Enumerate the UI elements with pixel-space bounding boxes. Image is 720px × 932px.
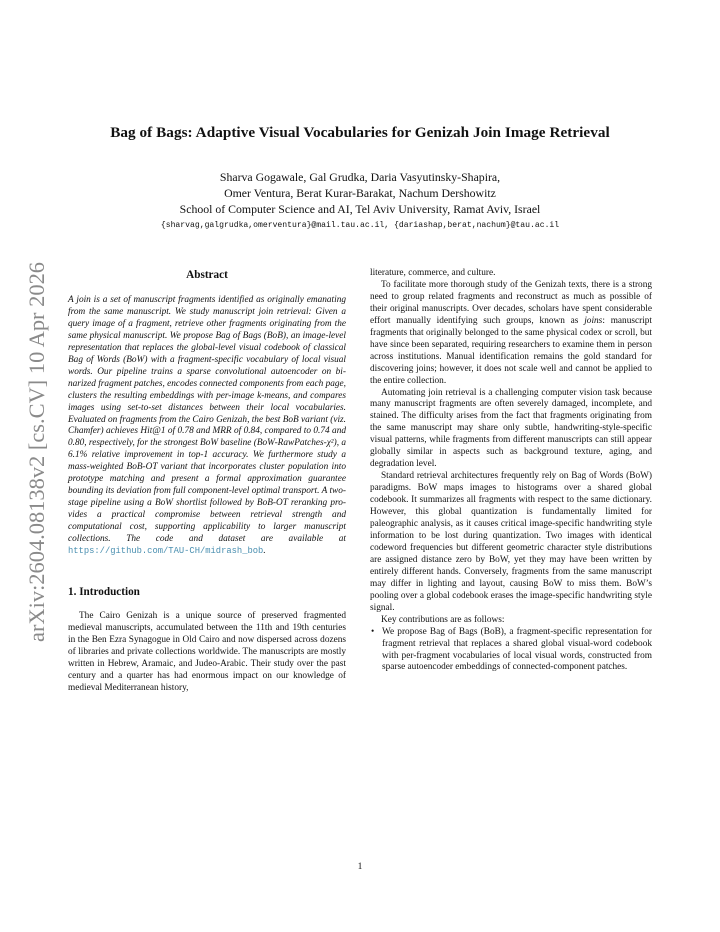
intro-paragraph-4: Standard retrieval architectures frequently rely on Bag of Words (BoW) paradigms. BoW maps images to histograms over a shared global codebook. It summarizes all fragments with respect to the same dictionary. However, this global quantization is fundamentally limited for paleographic analysis, as it causes critical image-specific handwriting style information to be lost during quantization. Two images with identical codeword frequencies but different geometric character style distributions are assigned distance zero by BoW, yet they may have been written by entirely different hands. Conversely, fragments from the same manuscript may differ in lighting and layout, causing BoW to miss them. BoW’s pooling over a global codebook erases the image-specific handwriting style signal. <box>370 471 652 613</box>
authors-line-2: Omer Ventura, Berat Kurar-Barakat, Nachum Dershowitz <box>224 186 496 200</box>
arxiv-identifier-text: arXiv:2604.08138v2 [cs.CV] 10 Apr 2026 <box>24 269 49 642</box>
contribution-item <box>370 627 652 675</box>
author-block <box>0 169 720 235</box>
abstract-text <box>68 295 346 558</box>
intro-paragraph-3: Automating join retrieval is a challenging computer vision task because many manuscript fragments are often severely damaged, incomplete, and stained. The difficulty arises from the fact that fragments originating from the same manuscript may share only subtle, handwriting-style-specific visual patterns, while fragments from different manuscripts can still appear globally similar in aspects such as background texture, aging, and degradation level. <box>370 387 652 470</box>
contributions-intro: Key contributions are as follows: <box>381 614 505 625</box>
abstract-heading: Abstract <box>186 269 228 281</box>
affiliation: School of Computer Science and AI, Tel Aviv University, Ramat Aviv, Israel <box>179 202 541 216</box>
code-repository-link[interactable]: https://github.com/TAU-CH/midrash_bob <box>68 546 264 557</box>
right-column <box>370 268 652 674</box>
intro-paragraph-2 <box>370 280 652 388</box>
abstract-body: A join is a set of manuscript fragments identified as originally emanating from the same manuscript. We study manuscript join retrieval: Given a query image of a fragment, retrieve other fragments originating from the same physical manuscript. We propose Bag of Bags (BoB), an image-level representation that replaces the global-level visual codebook of classical Bag of Words (BoW) with a fragment-specific vocabulary of local visual words. Our pipeline trains a sparse convolutional autoencoder on binarized fragment patches, encodes connected components from each page, clusters the resulting embeddings with per-image k-means, and compares images using set-to-set distances between their local vocabularies. Evaluated on fragments from the Cairo Genizah, the best BoB variant (viz. Chamfer) achieves Hit@1 of 0.78 and MRR of 0.84, compared to 0.74 and 0.80, respectively, for the strongest BoW baseline (BoW-RawPatches-χ²), a 6.1% relative improvement in top-1 accuracy. We furthermore study a mass-weighted BoB-OT variant that incorporates cluster population into prototype matching and present a formal approximation guarantee bounding its deviation from full component-level optimal transport. A two-stage pipeline using a BoW shortlist followed by BoB-OT reranking provides a practical compromise between retrieval strength and computational cost, supporting applicability to larger manuscript collections. The code and dataset are available at <box>68 295 346 545</box>
authors-line-1: Sharva Gogawale, Gal Grudka, Daria Vasyutinsky-Shapira, <box>219 170 501 184</box>
intro-paragraph-2-end: : manuscript fragments that originally belonged to the same physical codex or scroll, but have since been separated, requiring researchers to examine them in person across institutions. Manual identification remains the gold standard for discovering joins; however, it does not scale well and cannot be applied to the entire collection. <box>370 315 653 386</box>
introduction-heading: 1. Introduction <box>68 585 140 598</box>
intro-paragraph-2-start: To facilitate more thorough study of the Genizah texts, there is a strong need to group related fragments and reconstruct as much as possible of their original manuscripts. Over decades, scholars have spent considerable effort manually identifying such groups, known as <box>370 279 652 326</box>
joins-term: joins <box>584 315 603 326</box>
abstract-end: . <box>263 546 266 557</box>
contribution-text: We propose Bag of Bags (BoB), a fragment-specific representation for fragment retrieval that replaces a shared global visual-word codebook with per-fragment vocabularies of local visual words, constructed from sparse autoencoder embeddings of connected-component patches. <box>382 626 652 673</box>
paper-title: Bag of Bags: Adaptive Visual Vocabularies for Genizah Join Image Retrieval <box>110 124 610 141</box>
author-emails: {sharvag,galgrudka,omerventura}@mail.tau.ac.il, {dariashap,berat,nachum}@tau.ac.il <box>160 221 560 230</box>
left-column <box>68 268 346 695</box>
contributions-list <box>370 627 652 675</box>
page-number: 1 <box>357 862 363 872</box>
intro-paragraph-1: The Cairo Genizah is a unique source of preserved fragmented medieval manuscripts, accumulated between the 11th and 19th centuries in the Ben Ezra Synagogue in Old Cairo and now dispersed across dozens of libraries and private collections worldwide. The manuscripts are mostly written in Hebrew, Aramaic, and Judeo-Arabic. Their study over the past century and a quarter has had enormous impact on our knowledge of medieval Mediterranean history, <box>68 610 346 693</box>
arxiv-identifier-stamp <box>18 262 52 642</box>
intro-paragraph-1-continuation: literature, commerce, and culture. <box>370 268 496 278</box>
bullet-mark: • <box>371 626 375 637</box>
